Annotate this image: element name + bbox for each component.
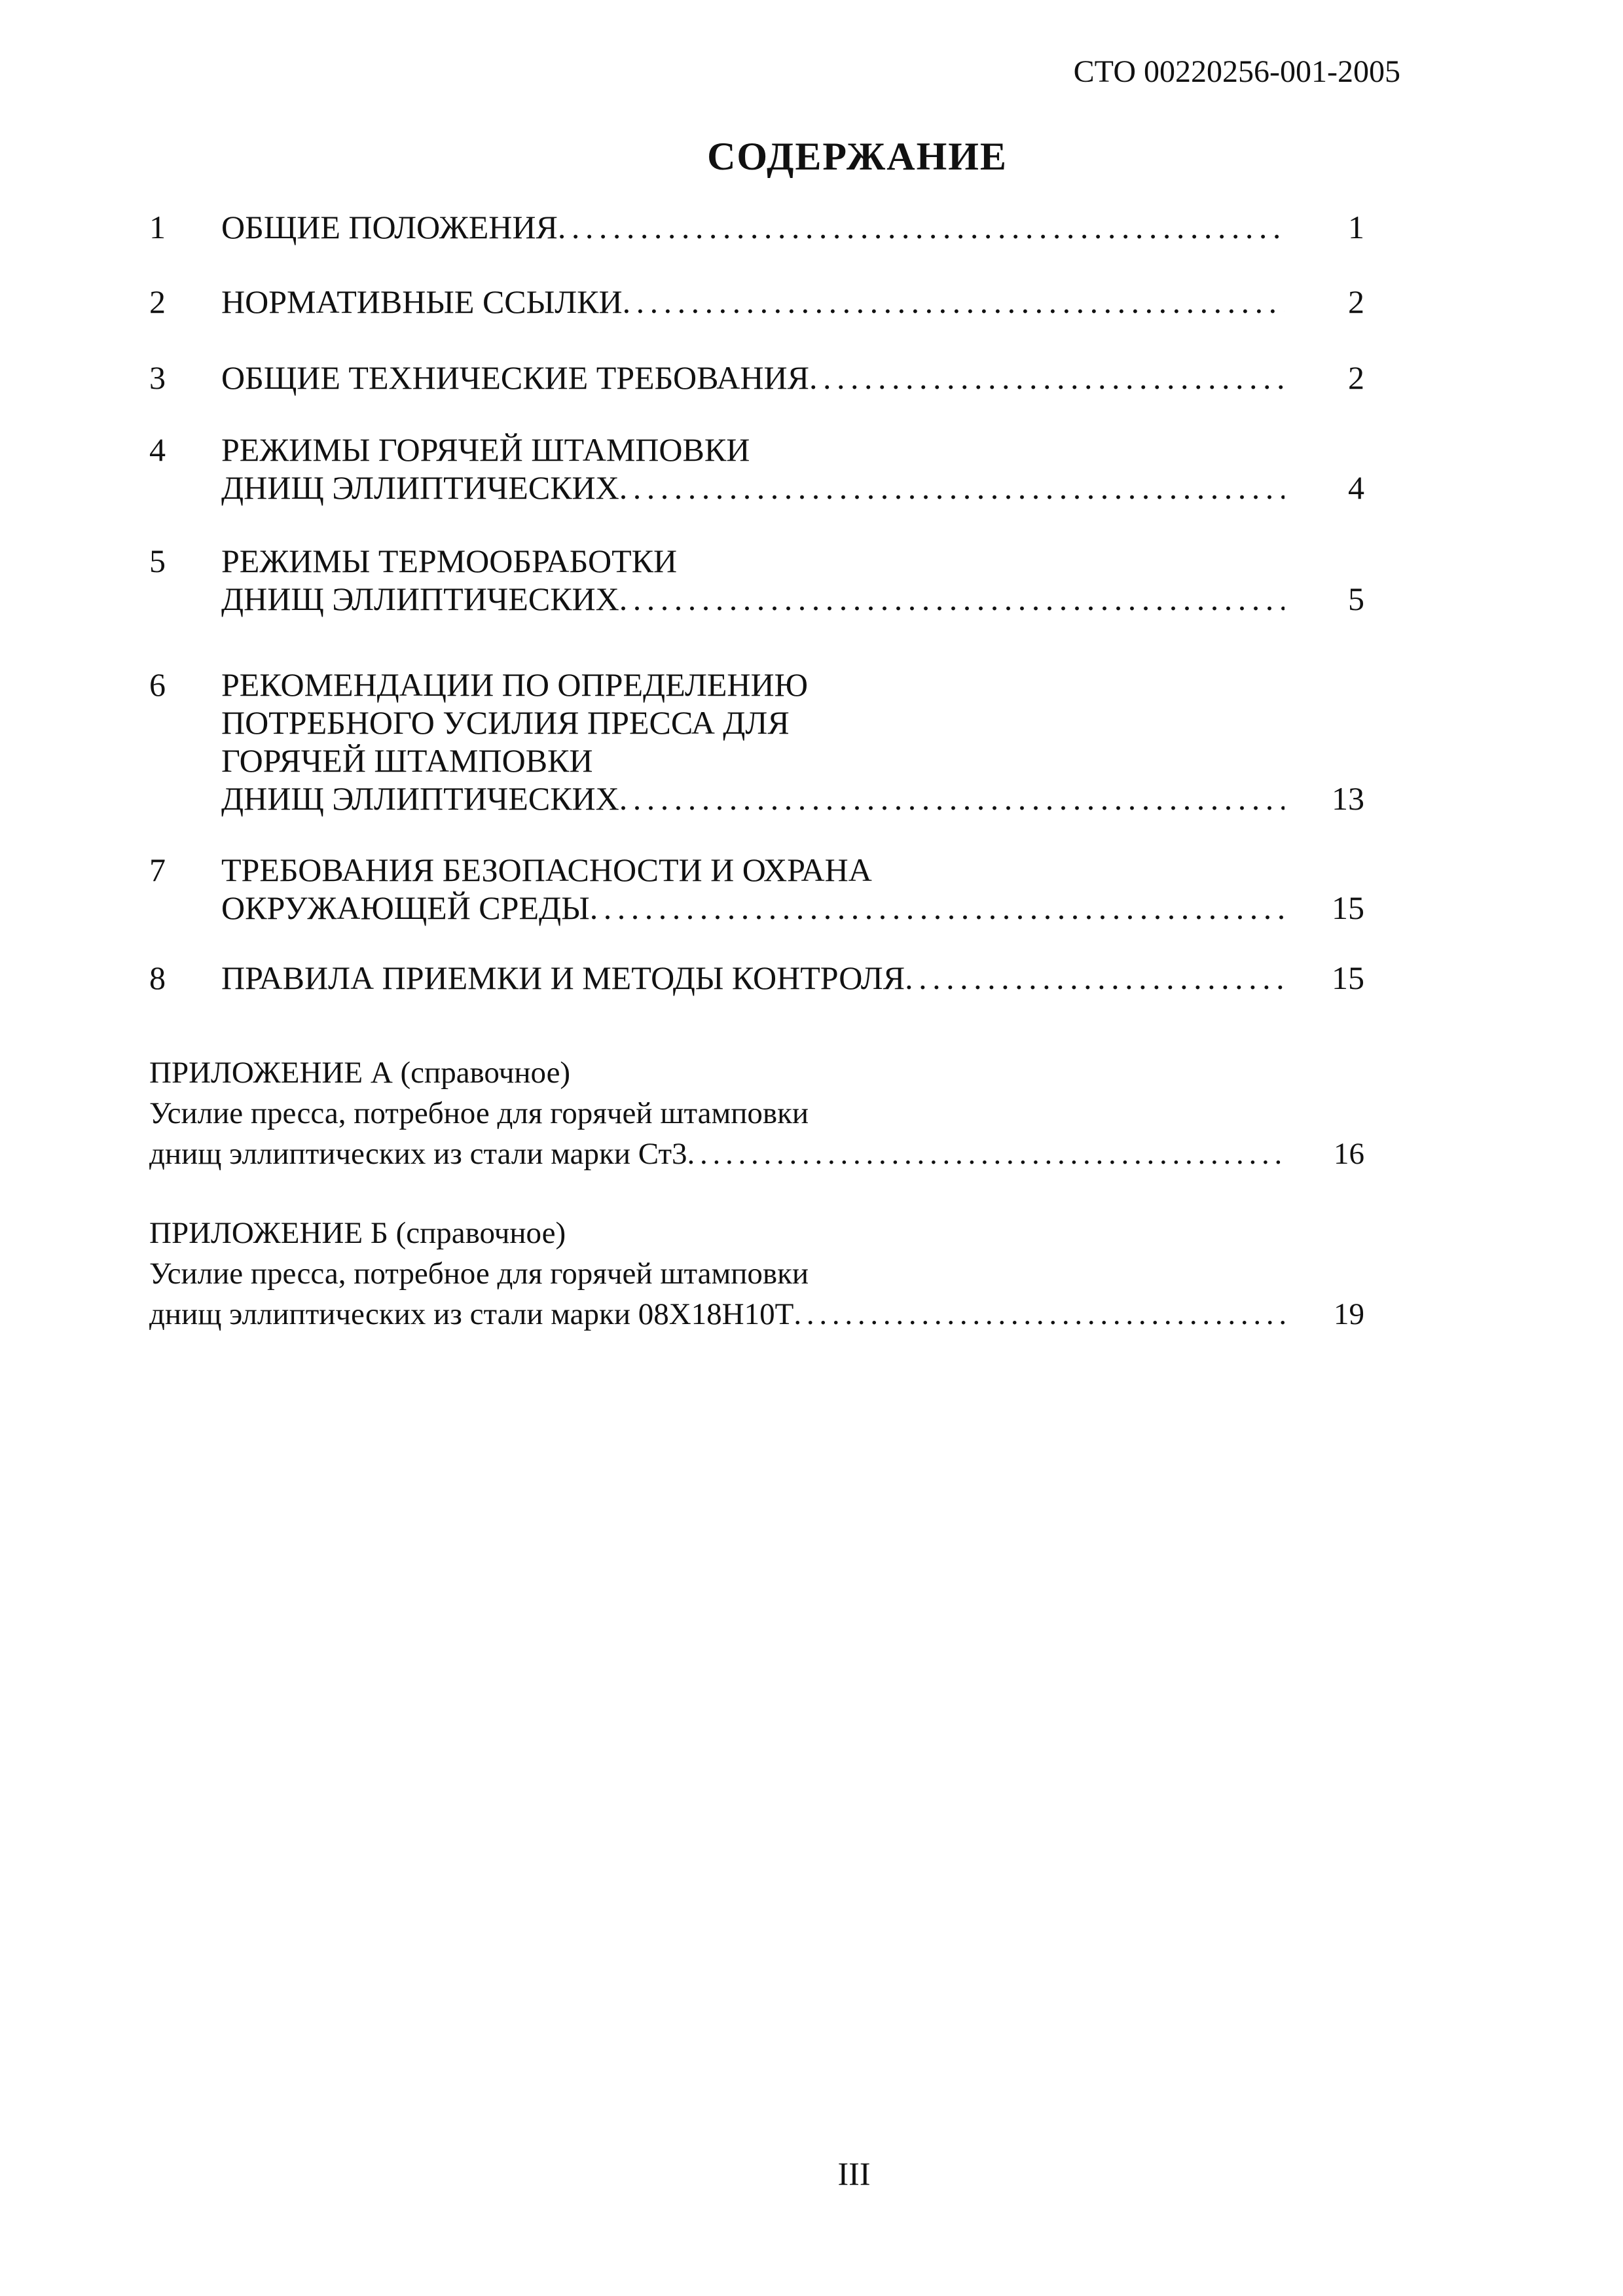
appendix-page: 16	[1334, 1137, 1364, 1171]
dot-leader	[619, 580, 1285, 618]
dot-leader	[558, 208, 1285, 246]
toc-entry-title	[221, 208, 1285, 246]
appendix-title-line: Усилие пресса, потребное для горячей штамповки	[149, 1096, 809, 1130]
page-number: III	[837, 2155, 871, 2192]
dot-leader	[590, 889, 1285, 927]
toc-entry-page: 15	[1332, 960, 1364, 996]
toc-entry-title-line: ТРЕБОВАНИЯ БЕЗОПАСНОСТИ И ОХРАНА	[221, 852, 872, 888]
toc-entry-title-line: РЕЖИМЫ ГОРЯЧЕЙ ШТАМПОВКИ	[221, 431, 750, 468]
toc-entry-title-line: ОКРУЖАЮЩЕЙ СРЕДЫ	[221, 889, 590, 926]
toc-entry-title-line: НОРМАТИВНЫЕ ССЫЛКИ	[221, 283, 623, 320]
toc-entry-title-line: ГОРЯЧЕЙ ШТАМПОВКИ	[221, 742, 593, 779]
toc-entry-title	[221, 431, 1285, 507]
toc-entry-title-line: ПОТРЕБНОГО УСИЛИЯ ПРЕССА ДЛЯ	[221, 704, 790, 741]
dot-leader	[619, 469, 1285, 507]
toc-entry-title-line: ДНИЩ ЭЛЛИПТИЧЕСКИХ	[221, 581, 619, 617]
toc-entry-leader-line	[221, 580, 1285, 618]
appendix-leader-line	[149, 1294, 1285, 1335]
toc-entry-page: 2	[1348, 359, 1364, 396]
toc-entry-leader-line	[221, 283, 1285, 321]
toc-entry-page: 1	[1348, 209, 1364, 245]
toc-entry-page: 2	[1348, 283, 1364, 320]
toc-entry-number: 4	[149, 431, 166, 468]
document-code: СТО 00220256-001-2005	[1073, 54, 1400, 89]
toc-entry-title-line: ПРАВИЛА ПРИЕМКИ И МЕТОДЫ КОНТРОЛЯ	[221, 960, 905, 996]
toc-entry-title-line: ОБЩИЕ ТЕХНИЧЕСКИЕ ТРЕБОВАНИЯ	[221, 359, 809, 396]
toc-entry-leader-line	[221, 889, 1285, 927]
toc-entry-leader-line	[221, 959, 1285, 997]
dot-leader	[793, 1294, 1285, 1335]
dot-leader	[619, 780, 1285, 817]
appendix-title	[149, 1052, 1285, 1174]
page-title: СОДЕРЖАНИЕ	[707, 135, 1008, 178]
toc-entry-title-line: ДНИЩ ЭЛЛИПТИЧЕСКИХ	[221, 780, 619, 817]
dot-leader	[687, 1134, 1285, 1174]
toc-entry-title	[221, 542, 1285, 618]
toc-entry-number: 6	[149, 666, 166, 703]
toc-entry-title	[221, 359, 1285, 397]
appendix-title	[149, 1213, 1285, 1335]
toc-entry-title	[221, 283, 1285, 321]
toc-entry-number: 8	[149, 960, 166, 996]
toc-entry-leader-line	[221, 780, 1285, 817]
toc-entry-number: 3	[149, 359, 166, 396]
appendix-page: 19	[1334, 1297, 1364, 1331]
appendix-leader-line	[149, 1134, 1285, 1174]
toc-entry-title	[221, 666, 1285, 817]
toc-entry-number: 1	[149, 209, 166, 245]
toc-entry-number: 5	[149, 543, 166, 579]
appendix-title-line: ПРИЛОЖЕНИЕ Б (справочное)	[149, 1216, 566, 1250]
toc-entry-title	[221, 959, 1285, 997]
toc-entry-title-line: ОБЩИЕ ПОЛОЖЕНИЯ	[221, 209, 558, 245]
appendix-title-line: ПРИЛОЖЕНИЕ А (справочное)	[149, 1056, 571, 1090]
dot-leader	[623, 283, 1285, 321]
toc-entry-leader-line	[221, 469, 1285, 507]
toc-entry-number: 7	[149, 852, 166, 888]
toc-entry-title-line: РЕЖИМЫ ТЕРМООБРАБОТКИ	[221, 543, 678, 579]
toc-entry-leader-line	[221, 359, 1285, 397]
toc-entry-page: 15	[1332, 889, 1364, 926]
toc-entry-page: 4	[1348, 469, 1364, 506]
toc-entry-title-line: ДНИЩ ЭЛЛИПТИЧЕСКИХ	[221, 469, 619, 506]
appendix-title-line: днищ эллиптических из стали марки 08Х18Н10Т	[149, 1297, 794, 1331]
toc-entry-page: 5	[1348, 581, 1364, 617]
toc-entry-title	[221, 851, 1285, 927]
toc-entry-number: 2	[149, 283, 166, 320]
dot-leader	[905, 959, 1285, 997]
toc-entry-leader-line	[221, 208, 1285, 246]
toc-entry-title-line: РЕКОМЕНДАЦИИ ПО ОПРЕДЕЛЕНИЮ	[221, 666, 809, 703]
toc-entry-page: 13	[1332, 780, 1364, 817]
appendix-title-line: Усилие пресса, потребное для горячей штамповки	[149, 1257, 809, 1291]
appendix-title-line: днищ эллиптических из стали марки Ст3	[149, 1137, 687, 1171]
dot-leader	[809, 359, 1285, 397]
